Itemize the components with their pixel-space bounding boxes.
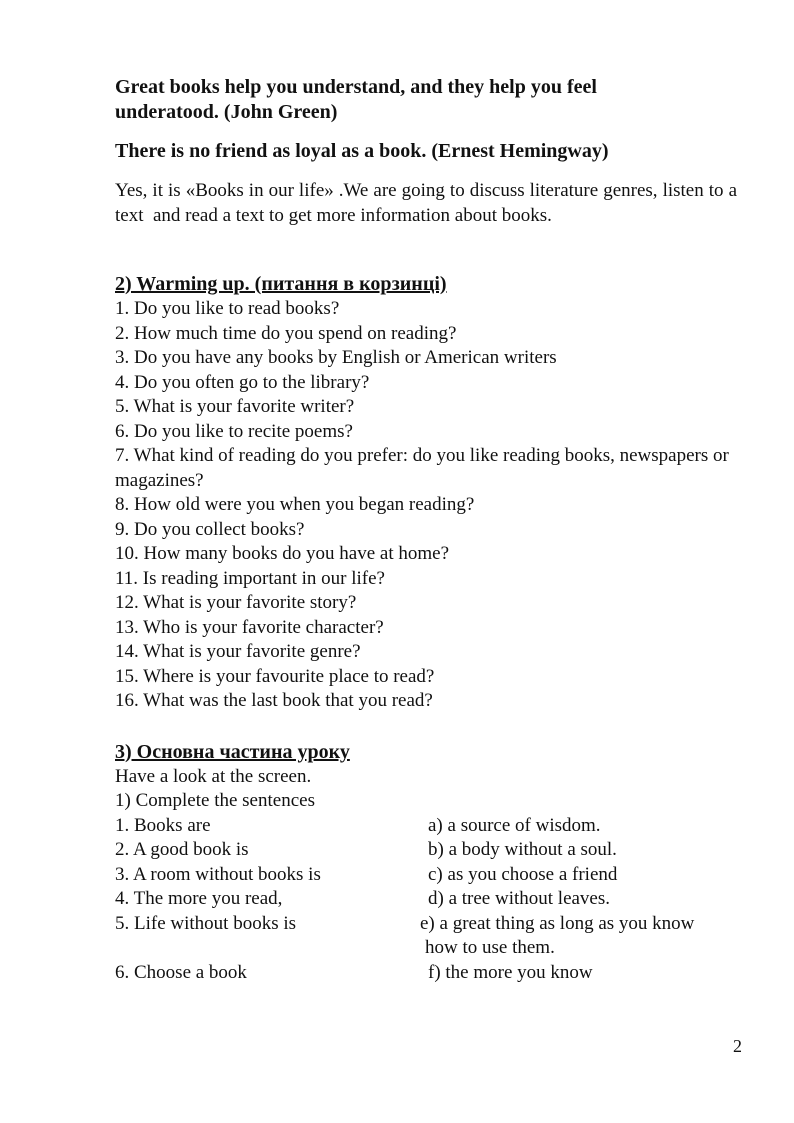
page-number: 2 xyxy=(733,1036,742,1056)
matching-left-item: 1. Books are xyxy=(115,814,211,836)
question-line: 16. What was the last book that you read? xyxy=(115,690,433,711)
matching-right-item: a) a source of wisdom. xyxy=(428,814,601,836)
matching-left-item: 2. A good book is xyxy=(115,839,249,860)
main-part-heading: 3) Основна частина уроку xyxy=(115,740,350,763)
question-line: 5. What is your favorite writer? xyxy=(115,396,355,417)
question-line: 6. Do you like to recite poems? xyxy=(115,420,353,442)
matching-left-item: 3. A room without books is xyxy=(115,863,321,885)
main-part-task-title: 1) Complete the sentences xyxy=(115,790,315,811)
warming-up-question-list xyxy=(115,297,737,714)
matching-left-item: 6. Choose a book xyxy=(115,961,247,983)
matching-right-item: c) as you choose a friend xyxy=(428,863,618,885)
question-line: 9. Do you collect books? xyxy=(115,518,305,540)
warming-up-heading: 2) Warming up. (питання в корзинці) xyxy=(115,273,447,295)
matching-right-item: d) a tree without leaves. xyxy=(428,888,611,909)
matching-right-line: e) a great thing as long as you know xyxy=(420,912,695,934)
main-part-instruction: Have a look at the screen. xyxy=(115,765,312,787)
question-line: 14. What is your favorite genre? xyxy=(115,641,361,662)
page-content xyxy=(115,75,742,985)
question-line: 8. How old were you when you began reading? xyxy=(115,494,475,515)
matching-left-item: 4. The more you read, xyxy=(115,888,283,909)
question-line: 13. Who is your favorite character? xyxy=(115,616,384,638)
question-line: 11. Is reading important in our life? xyxy=(115,567,385,589)
matching-exercise xyxy=(115,814,737,986)
question-line: 2. How much time do you spend on reading? xyxy=(115,322,457,344)
question-line: 15. Where is your favourite place to read? xyxy=(115,665,435,687)
matching-left-item: 5. Life without books is xyxy=(115,912,297,934)
question-line: 12. What is your favorite story? xyxy=(115,592,357,613)
question-line: 10. How many books do you have at home? xyxy=(115,543,450,564)
quote-hemingway: There is no friend as loyal as a book. (Ernest Hemingway) xyxy=(115,140,609,162)
question-line: 7. What kind of reading do you prefer: do you like reading books, newspapers or magazines? xyxy=(115,445,729,491)
question-line: 4. Do you often go to the library? xyxy=(115,371,370,393)
question-line: 1. Do you like to read books? xyxy=(115,298,340,319)
intro-paragraph: Yes, it is «Books in our life» .We are going to discuss literature genres, listen to a text and read a text to get more information about books. xyxy=(115,180,742,226)
matching-right-item: b) a body without a soul. xyxy=(428,839,617,860)
matching-right-item: f) the more you know xyxy=(428,961,593,983)
matching-right-item xyxy=(420,912,737,961)
matching-right-continuation: how to use them. xyxy=(425,937,555,958)
quote-john-green: Great books help you understand, and they help you feel underatood. (John Green) xyxy=(115,76,597,123)
question-line: 3. Do you have any books by English or American writers xyxy=(115,347,557,368)
